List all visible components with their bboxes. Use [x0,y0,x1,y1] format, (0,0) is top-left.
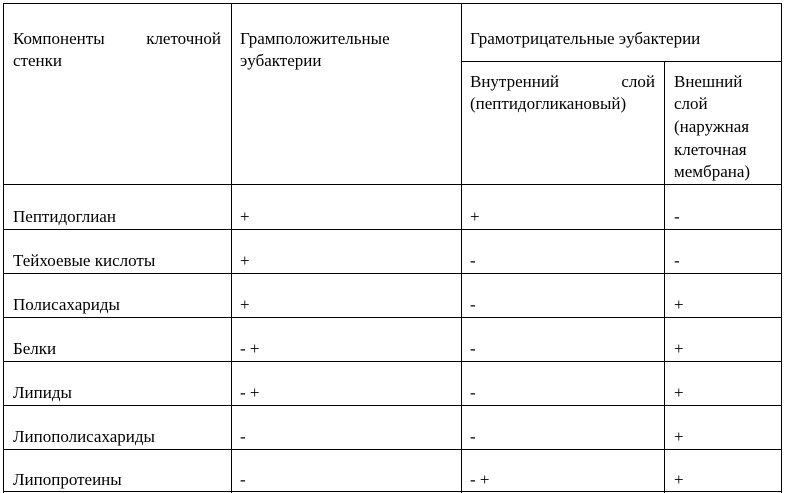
header-inner-layer-line1 [470,71,655,93]
column-divider-3 [664,61,665,493]
table-border-top [3,3,782,4]
row-6-component: Липополисахариды [13,427,155,446]
column-divider-2 [461,3,462,493]
row-5-outer-layer: + [674,383,684,402]
row-4-inner-layer: - [470,339,476,358]
row-3-component: Полисахариды [13,295,120,314]
header-components-word1: Компоненты [13,29,105,48]
row-7-inner-layer: - + [470,470,490,489]
row-4-component: Белки [13,339,57,358]
header-components-word2: клеточной [146,29,221,48]
row-2-gram-positive: + [240,251,250,270]
row-3-gram-positive: + [240,295,250,314]
row-4-outer-layer: + [674,339,684,358]
header-inner-layer-word2: слой [621,72,655,91]
row-6-inner-layer: - [470,427,476,446]
table-border-bottom [3,491,782,492]
row-7-gram-positive: - [240,470,246,489]
row-divider-4 [3,361,782,362]
column-divider-1 [231,3,232,493]
row-6-gram-positive: - [240,427,246,446]
row-3-outer-layer: + [674,295,684,314]
row-divider-6 [3,449,782,450]
header-gram-positive-line1: Грамположительные [240,29,390,48]
row-divider-2 [3,273,782,274]
row-5-gram-positive: - + [240,383,260,402]
row-4-gram-positive: - + [240,339,260,358]
row-2-outer-layer: - [674,251,680,270]
row-5-inner-layer: - [470,383,476,402]
header-components-line2: стенки [13,51,62,70]
row-2-inner-layer: - [470,251,476,270]
row-1-component: Пептидоглиан [13,207,116,226]
header-components-line1 [13,28,221,50]
row-divider-5 [3,405,782,406]
table-border-left [3,3,4,493]
header-bottom-line [3,184,782,185]
header-inner-layer-word1: Внутренний [470,72,560,91]
row-1-gram-positive: + [240,207,250,226]
row-divider-3 [3,317,782,318]
row-5-component: Липиды [13,383,72,402]
row-6-outer-layer: + [674,427,684,446]
header-inner-layer-line2: (пептидогликановый) [470,94,627,113]
table-border-right [781,3,782,493]
header-outer-layer-line1: Внешний [674,72,743,91]
row-2-component: Тейхоевые кислоты [13,251,156,270]
row-divider-1 [3,229,782,230]
subheader-divider [461,61,782,62]
row-7-component: Липопротеины [13,470,122,489]
row-3-inner-layer: - [470,295,476,314]
row-1-outer-layer: - [674,207,680,226]
header-gram-negative: Грамотрицательные эубактерии [470,29,701,48]
header-gram-positive-line2: эубактерии [240,51,322,70]
row-1-inner-layer: + [470,207,480,226]
header-outer-layer-line5: мембрана) [674,162,751,181]
header-outer-layer-line4: клеточная [674,140,747,159]
header-outer-layer-line2: слой [674,94,708,113]
row-7-outer-layer: + [674,470,684,489]
header-outer-layer-line3: (наружная [674,117,750,136]
